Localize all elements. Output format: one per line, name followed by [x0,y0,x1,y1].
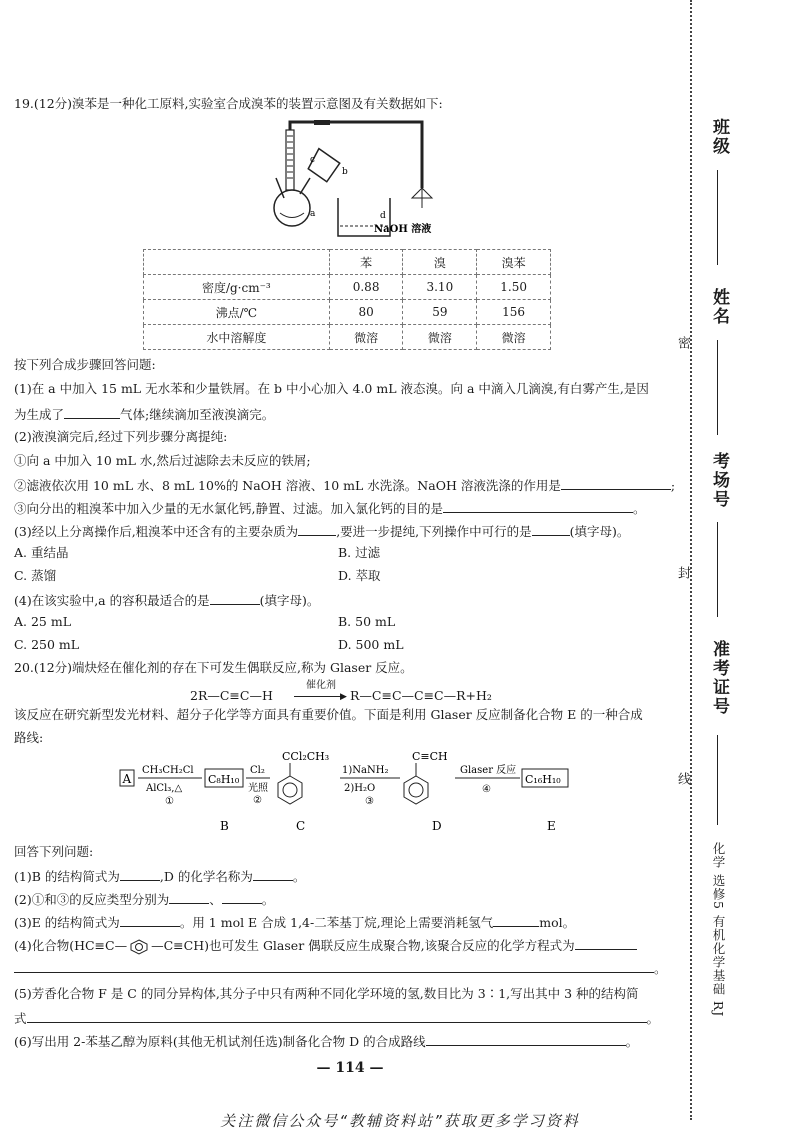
label-a: a [310,209,316,219]
table-cell: 59 [403,300,477,325]
reagent-1-bottom: AlCl₃,△ [146,783,183,794]
text: (2)①和③的反应类型分别为 [14,892,170,907]
q19-p2: (2)液溴滴完后,经过下列步骤分离提纯: [14,429,228,444]
q19-step2 [14,475,675,495]
q20-desc-line1: 该反应在研究新型发光材料、超分子化学等方面具有重要价值。下面是利用 Glaser 反应制备化合物 E 的一种合成 [14,707,643,722]
text: 。用 1 mol E 合成 1,4-二苯基丁烷,理论上需要消耗氢气 [179,915,494,930]
q19-intro: 按下列合成步骤回答问题: [14,357,156,372]
q20-a5-line1: (5)芳香化合物 F 是 C 的同分异构体,其分子中只有两种不同化学环境的氢,数目比为 3∶1,写出其中 3 种的结构简 [14,986,639,1001]
table-cell: 80 [329,300,403,325]
answer-blank[interactable] [210,590,260,605]
label-c: c [310,155,316,165]
table-cell: 微溶 [403,325,477,350]
reagent-2-top: Cl₂ [250,765,265,776]
q19-p1-line2 [14,404,274,424]
q20-desc-line2: 路线: [14,730,44,745]
table-row [144,300,551,325]
reagent-1-top: CH₃CH₂Cl [142,765,194,776]
table-cell: 微溶 [329,325,403,350]
reagent-3-top: 1)NaNH₂ [342,765,389,776]
answer-blank[interactable] [253,866,293,881]
text: 为生成了 [14,407,65,422]
seal-feng: 封 [675,566,690,579]
q20-a3 [14,912,575,932]
table-cell: 水中溶解度 [144,325,330,350]
table-cell: 1.50 [477,275,551,300]
text: 、 [209,892,222,907]
answer-blank[interactable] [298,521,336,536]
label-e: E [547,819,556,833]
answer-blank[interactable] [64,404,120,419]
q20-a4-line [14,958,667,978]
q19-heading: 19.(12分)溴苯是一种化工原料,实验室合成溴苯的装置示意图及有关数据如下: [14,96,443,111]
text: ; [670,478,676,493]
footer-text: 关注微信公众号“教辅资料站”获取更多学习资料 [220,1112,580,1130]
text: (填字母)。 [259,593,320,608]
q19-p4-opt-a: A. 25 mL [14,614,72,629]
field-ticket-line[interactable] [717,735,718,825]
q19-p4-opt-b: B. 50 mL [338,614,396,629]
field-name-label: 姓名 [709,288,729,326]
equation-left: 2R—C≡C—H [190,688,273,703]
q19-opt-d: D. 萃取 [338,568,381,583]
answer-blank[interactable] [575,935,637,950]
table-cell: 156 [477,300,551,325]
answer-blank[interactable] [561,475,671,490]
step-3-number: ③ [365,796,374,807]
answer-blank[interactable] [493,912,539,927]
label-naoh: NaOH 溶液 [374,224,432,235]
text: 。 [625,1034,639,1049]
q20-ask: 回答下列问题: [14,844,94,859]
label-b: b [342,167,348,177]
text: ③向分出的粗溴苯中加入少量的无水氯化钙,静置、过滤。加入氯化钙的目的是 [14,501,443,516]
table-header-row [144,250,551,275]
compound-e: C₁₆H₁₀ [525,773,561,786]
table-cell: 0.88 [329,275,403,300]
text: (3)经以上分离操作后,粗溴苯中还含有的主要杂质为 [14,524,299,539]
text: (填字母)。 [569,524,630,539]
seal-mi: 密 [675,336,690,349]
q19-opt-c: C. 蒸馏 [14,568,57,583]
q19-p4-opt-c: C. 250 mL [14,637,80,652]
q19-opt-a: A. 重结晶 [14,545,69,560]
field-class-label: 班级 [709,118,729,156]
text: 。 [646,1011,660,1026]
q20-a6 [14,1031,638,1051]
text: ②滤液依次用 10 mL 水、8 mL 10%的 NaOH 溶液、10 mL 水洗涤。NaOH 溶液洗涤的作用是 [14,478,561,493]
data-table [143,249,551,350]
q20-a2 [14,889,274,909]
table-cell: 溴 [403,250,477,275]
text: 。 [632,501,646,516]
text: 。 [292,869,306,884]
text: 气体;继续滴加至液溴滴完。 [120,407,275,422]
label-c: C [296,819,306,833]
step-4-number: ④ [482,784,491,795]
field-name-line[interactable] [717,340,718,435]
text: (3)E 的结构简式为 [14,915,120,930]
field-room-label: 考场号 [709,452,729,509]
field-room-line[interactable] [717,522,718,617]
table-cell: 溴苯 [477,250,551,275]
answer-blank[interactable] [222,889,262,904]
text: (6)写出用 2-苯基乙醇为原料(其他无机试剂任选)制备化合物 D 的合成路线 [14,1034,426,1049]
table-row [144,325,551,350]
text: 。 [654,961,667,976]
table-cell [144,250,330,275]
text: (4)在该实验中,a 的容积最适合的是 [14,593,210,608]
step-2-number: ② [253,795,262,806]
text: ,要进一步提纯,下列操作中可行的是 [336,524,532,539]
compound-b: C₈H₁₀ [208,773,240,786]
q19-step3 [14,498,646,518]
reagent-2-bottom: 光照 [248,783,268,794]
synthesis-route [110,748,590,838]
compound-c-substituent: CCl₂CH₃ [282,750,330,763]
equation-right: R—C≡C—C≡C—R+H₂ [350,688,492,703]
table-cell: 沸点/℃ [144,300,330,325]
q20-a1 [14,866,305,886]
field-ticket-label: 准考证号 [709,640,729,716]
answer-blank[interactable] [169,889,209,904]
table-cell: 3.10 [403,275,477,300]
reagent-3-bottom: 2)H₂O [344,783,376,794]
reagent-4-top: Glaser 反应 [460,765,517,776]
label-b: B [220,819,229,833]
q20-a4 [14,935,637,955]
q19-p3 [14,521,629,541]
text: —C≡CH)也可发生 Glaser 偶联反应生成聚合物,该聚合反应的化学方程式为 [151,938,575,953]
answer-blank[interactable] [120,866,160,881]
label-d: D [432,819,442,833]
q19-step1: ①向 a 中加入 10 mL 水,然后过滤除去未反应的铁屑; [14,453,311,468]
field-class-line[interactable] [717,170,718,265]
text: ,D 的化学名称为 [159,869,253,884]
benzene-ring-icon [127,939,151,955]
answer-blank[interactable] [426,1031,626,1046]
apparatus-diagram [262,118,452,243]
q20-a5-line2 [14,1008,659,1028]
answer-blank[interactable] [14,958,654,973]
q20-heading: 20.(12分)端炔烃在催化剂的存在下可发生偶联反应,称为 Glaser 反应。 [14,660,413,675]
page-number: — 114 — [316,1060,384,1076]
answer-blank[interactable] [27,1008,647,1023]
q19-opt-b: B. 过滤 [338,545,381,560]
compound-d-substituent: C≡CH [412,750,448,763]
text: 式 [14,1011,27,1026]
q19-p1-line1: (1)在 a 中加入 15 mL 无水苯和少量铁屑。在 b 中小心加入 4.0 mL 液态溴。向 a 中滴入几滴溴,有白雾产生,是因 [14,381,649,396]
text: (1)B 的结构简式为 [14,869,120,884]
q19-p4-opt-d: D. 500 mL [338,637,404,652]
label-d: d [380,211,386,221]
q19-p4 [14,590,319,610]
answer-blank[interactable] [532,521,570,536]
answer-blank[interactable] [120,912,180,927]
table-row [144,275,551,300]
text: (4)化合物(HC≡C— [14,938,128,953]
table-cell: 密度/g·cm⁻³ [144,275,330,300]
answer-blank[interactable] [443,498,633,513]
subject-label: 化学 选修5 有机化学基础 RJ [711,842,726,1018]
equation-catalyst: 催化剂 [306,680,336,691]
binding-margin [675,0,800,1140]
compound-a: A [122,772,132,786]
table-cell: 苯 [329,250,403,275]
text: mol。 [539,915,576,930]
glaser-equation: 2R—C≡C—H 催化剂 ▶ R—C≡C—C≡C—R+H₂ [190,678,530,706]
seal-xian: 线 [675,772,690,785]
step-1-number: ① [165,796,174,807]
text: 。 [261,892,275,907]
table-cell: 微溶 [477,325,551,350]
